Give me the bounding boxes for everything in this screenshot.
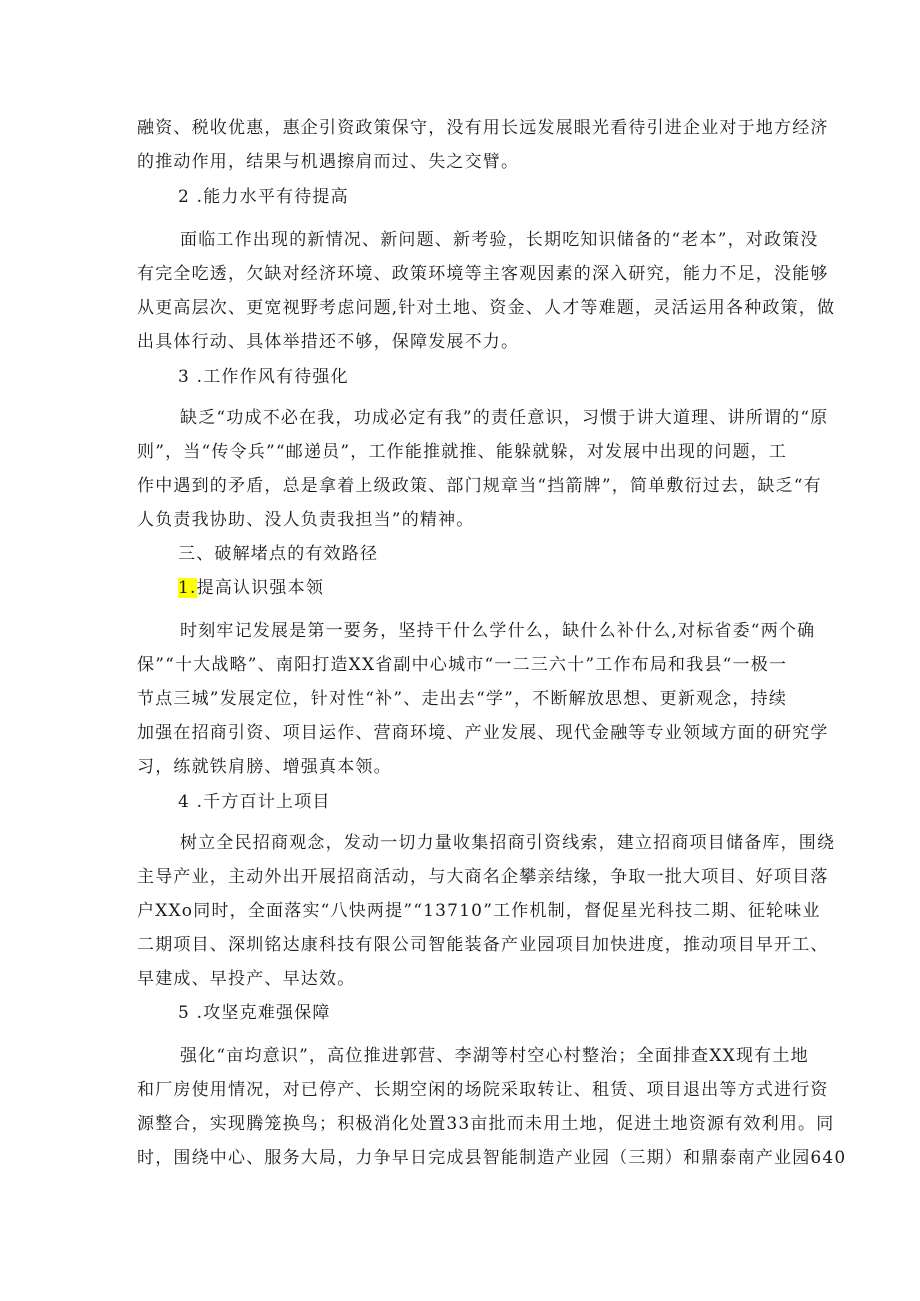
section-heading-text: 提高认识强本领 [196,578,325,598]
paragraph-line: 面临工作出现的新情况、新问题、新考验，长期吃知识储备的“老本”，对政策没 [180,230,819,250]
paragraph-line: 加强在招商引资、项目运作、营商环境、产业发展、现代金融等专业领域方面的研究学 [137,723,829,743]
chapter-heading: 三、破解堵点的有效路径 [178,544,379,564]
paragraph-line: 则”，当“传令兵”“邮递员”，工作能推就推、能躲就躲，对发展中出现的问题，工 [137,442,788,462]
paragraph-line: 的推动作用，结果与机遇擦肩而过、失之交臂。 [137,152,520,172]
paragraph-line: 树立全民招商观念，发动一切力量收集招商引资线索，建立招商项目储备库，围绕 [180,833,836,853]
paragraph-line: 早建成、早投产、早达效。 [137,969,356,989]
section-heading: 4 .千方百计上项目 [178,792,331,812]
section-heading [178,577,324,599]
paragraph-line: 主导产业，主动外出开展招商活动，与大商名企攀亲结缘，争取一批大项目、好项目落 [137,867,829,887]
paragraph-line: 出具体行动、具体举措还不够，保障发展不力。 [137,332,520,352]
paragraph-line: 缺乏“功成不必在我，功成必定有我”的责任意识，习惯于讲大道理、讲所谓的“原 [180,408,829,428]
paragraph-line: 源整合，实现腾笼换鸟；积极消化处置33亩批而未用土地，促进土地资源有效利用。同 [137,1114,835,1134]
paragraph-line: 二期项目、深圳铭达康科技有限公司智能装备产业园项目加快进度，推动项目早开工、 [137,935,829,955]
paragraph-line: 人负责我协助、没人负责我担当”的精神。 [137,510,475,530]
paragraph-line: 时刻牢记发展是第一要务，坚持干什么学什么，缺什么补什么,对标省委“两个确 [180,621,816,641]
paragraph-line: 融资、税收优惠，惠企引资政策保守，没有用长远发展眼光看待引进企业对于地方经济 [137,118,829,138]
paragraph-line: 有完全吃透，欠缺对经济环境、政策环境等主客观因素的深入研究，能力不足，没能够 [137,264,829,284]
section-heading: 3 .工作作风有待强化 [178,367,349,387]
paragraph-line: 节点三城”发展定位，针对性“补”、走出去“学”，不断解放思想、更新观念，持续 [137,689,788,709]
paragraph-line: 保”“十大战略”、南阳打造XX省副中心城市“一二三六十”工作布局和我县“一极一 [137,655,788,675]
section-heading: 2 .能力水平有待提高 [178,187,349,207]
paragraph-line: 时，围绕中心、服务大局，力争早日完成县智能制造产业园（三期）和鼎泰南产业园640 [137,1148,847,1168]
paragraph-line: 习，练就铁肩膀、增强真本领。 [137,757,392,777]
paragraph-line: 和厂房使用情况，对已停产、长期空闲的场院采取转让、租赁、项目退出等方式进行资 [137,1080,829,1100]
section-heading: 5 .攻坚克难强保障 [178,1003,331,1023]
paragraph-line: 强化“亩均意识”，高位推进郭营、李湖等村空心村整治；全面排查XX现有土地 [180,1046,809,1066]
paragraph-line: 作中遇到的矛盾，总是拿着上级政策、部门规章当“挡箭牌”，简单敷衍过去，缺乏“有 [137,476,822,496]
highlighted-number: 1. [178,578,197,598]
paragraph-line: 户XXo同时，全面落实“八快两提”“13710”工作机制，督促星光科技二期、征轮味业 [137,901,821,921]
paragraph-line: 从更高层次、更宽视野考虑问题,针对土地、资金、人才等难题，灵活运用各种政策，做 [137,298,836,318]
